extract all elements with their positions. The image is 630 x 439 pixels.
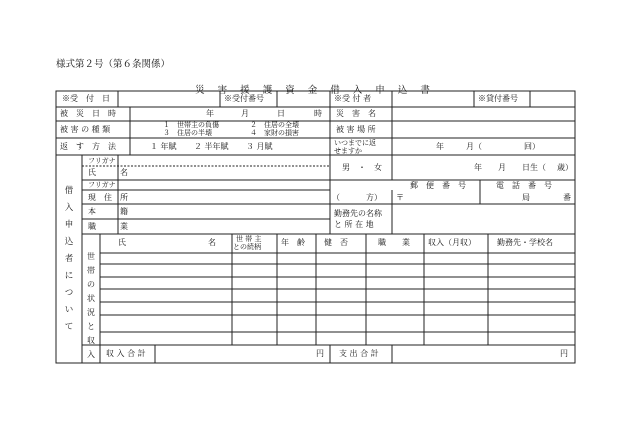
applicant-side-label: 借 入 申 込 者 に つ い て — [64, 186, 74, 332]
income-total-yen: 円 — [316, 349, 324, 358]
income-total-label: 収 入 合 計 — [106, 349, 146, 358]
repay-times: 回） — [524, 142, 540, 151]
damage-option-4[interactable]: ４ 家財の損害 — [250, 129, 299, 137]
address-label: 現 住 所 — [88, 193, 128, 202]
birth-month: 月 — [498, 163, 506, 172]
loan-number-label: ※貸付番号 — [478, 94, 518, 103]
occupation-label: 職 業 — [88, 222, 128, 231]
col-relation-2: との続柄 — [233, 243, 261, 251]
repay-method-label: 返 す 方 法 — [60, 142, 116, 151]
col-job: 職 業 — [378, 238, 410, 247]
form-number: 様式第２号（第６条関係） — [56, 59, 171, 70]
disaster-year: 年 — [206, 109, 214, 118]
postal-code-label: 郵 便 番 号 — [410, 181, 466, 190]
disaster-date-label: 被 災 日 時 — [60, 109, 116, 118]
damage-option-1[interactable]: １ 世帯主の負傷 — [163, 121, 219, 129]
col-name-2: 名 — [208, 238, 216, 247]
col-age: 年 齢 — [281, 238, 305, 247]
expense-total-label: 支 出 合 計 — [339, 349, 379, 358]
col-income: 収入（月収） — [428, 238, 476, 247]
household-side-label: 世 帯 の 状 況 と 収 入 — [87, 252, 95, 359]
damage-option-3[interactable]: ３ 住居の半壊 — [163, 129, 212, 137]
gender-select[interactable]: 男 ・ 女 — [342, 163, 382, 172]
repay-monthly[interactable]: ３ 月賦 — [246, 142, 273, 151]
damage-place-label: 被 害 場 所 — [336, 125, 376, 134]
disaster-month: 月 — [241, 109, 249, 118]
address-furigana-label: フリガナ — [88, 181, 116, 189]
phone-exchange: 局 — [522, 193, 530, 202]
expense-total-yen: 円 — [560, 349, 568, 358]
receiver-label: ※受 付 者 — [334, 94, 372, 103]
birth-year: 年 — [474, 163, 482, 172]
repay-year: 年 — [436, 142, 444, 151]
name-label: 氏 名 — [88, 168, 128, 177]
care-of-close: 方） — [366, 193, 382, 202]
phone-number-suffix: 番 — [563, 193, 571, 202]
disaster-name-label: 災 害 名 — [336, 109, 376, 118]
repay-annual[interactable]: １ 年賦 — [150, 142, 177, 151]
col-relation-1: 世 帯 主 — [236, 235, 262, 243]
care-of-open: （ — [332, 193, 340, 202]
repay-until-label-1: いつまでに返 — [334, 139, 376, 147]
postal-mark: 〒 — [396, 193, 404, 202]
repay-until-label-2: せますか — [334, 147, 362, 155]
disaster-hour: 時 — [314, 109, 322, 118]
age: 歳） — [557, 163, 573, 172]
name-furigana-label: フリガナ — [88, 157, 116, 165]
col-health: 健 否 — [324, 238, 348, 247]
domicile-label: 本 籍 — [88, 207, 128, 216]
form-title: 災 害 援 護 資 金 借 入 申 込 書 — [195, 85, 435, 96]
col-name-1: 氏 — [118, 238, 126, 247]
damage-option-2[interactable]: ２ 住居の全壊 — [250, 121, 299, 129]
receipt-number-label: ※受付番号 — [224, 94, 264, 103]
received-date-label: ※受 付 日 — [62, 94, 110, 103]
repay-semiannual[interactable]: ２ 半年賦 — [194, 142, 229, 151]
damage-type-label: 被 害 の 種 類 — [60, 125, 111, 134]
phone-label: 電 話 番 号 — [496, 181, 552, 190]
col-workplace: 勤務先・学校名 — [497, 238, 553, 247]
birth-day: 日生（ — [522, 163, 546, 172]
workplace-label-2: と 所 在 地 — [334, 220, 374, 229]
repay-month: 月（ — [466, 142, 482, 151]
workplace-label-1: 勤務先の名称 — [334, 209, 382, 218]
disaster-day: 日 — [277, 109, 285, 118]
